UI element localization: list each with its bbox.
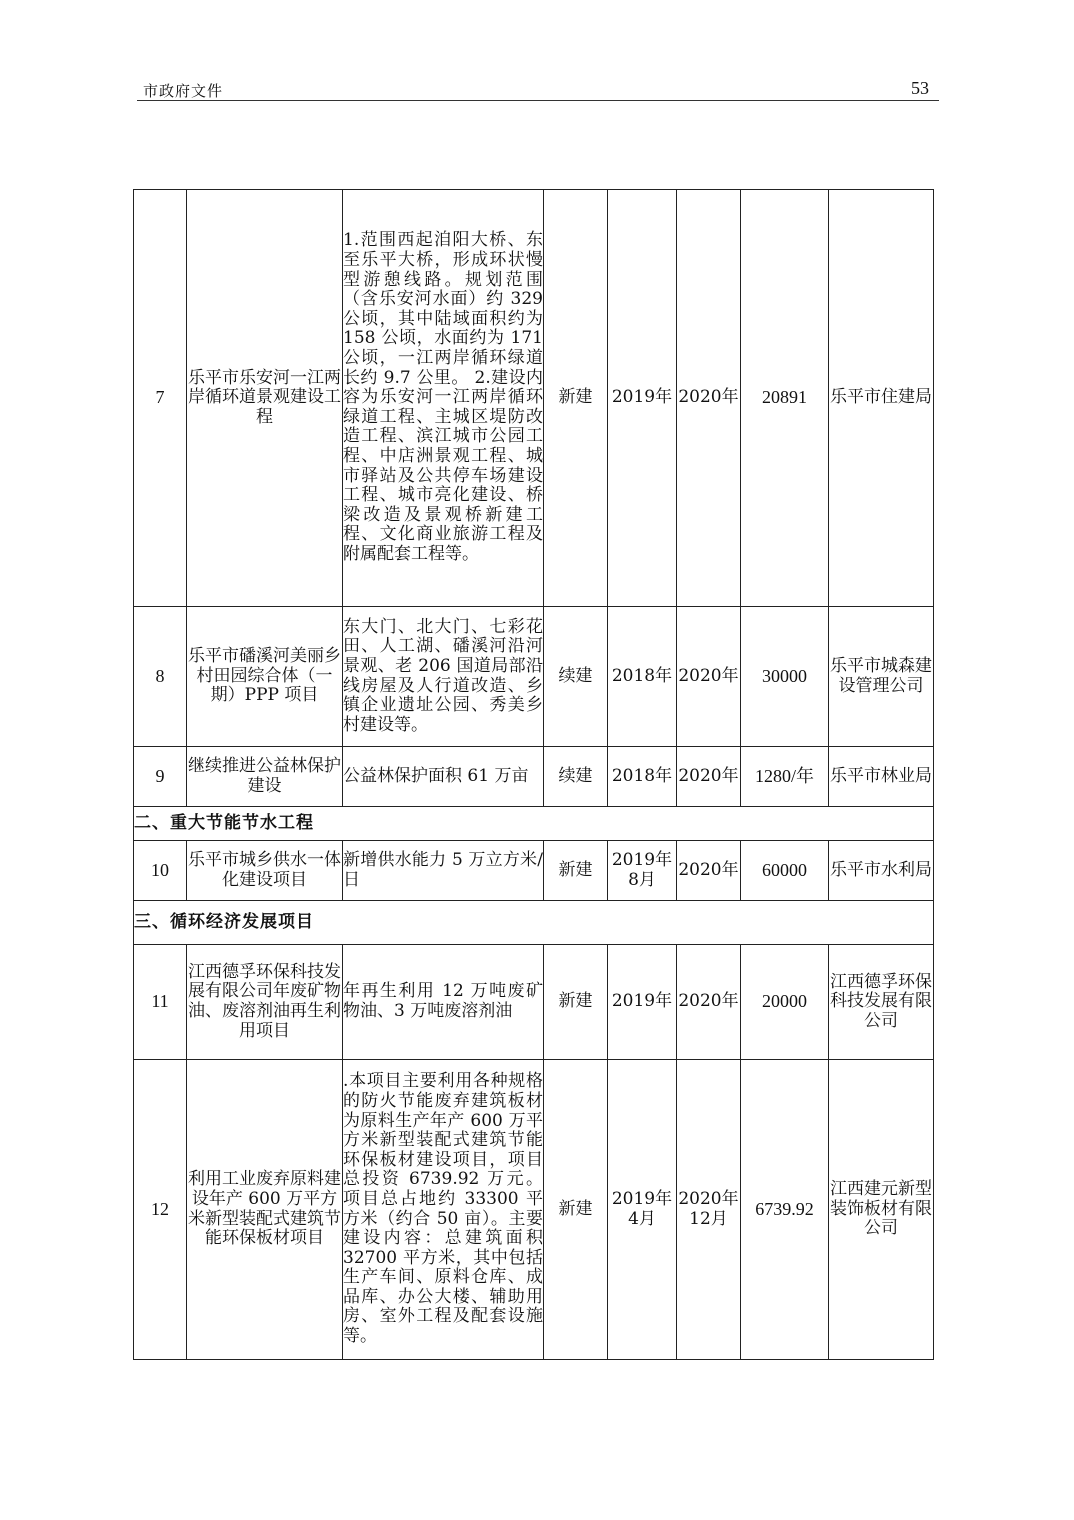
responsible-unit: 乐平市水利局 bbox=[829, 841, 934, 901]
project-content-text: 东大门、北大门、七彩花田、人工湖、磻溪河沿河景观、老 206 国道局部沿线房屋及人行道改造、乡镇企业遗址公园、秀美乡村建设等。 bbox=[343, 616, 543, 735]
project-name: 乐平市城乡供水一体化建设项目 bbox=[187, 841, 343, 901]
project-content-text: 公益林保护面积 61 万亩 bbox=[343, 765, 529, 786]
row-number: 12 bbox=[134, 1060, 187, 1360]
row-number: 10 bbox=[134, 841, 187, 901]
project-content-text: .本项目主要利用各种规格的防火节能废弃建筑板材为原料生产年产 600 万平方米新型装配式建筑节能环保板材建设项目，项目总投资 6739.92 万元。项目总占地约 33300 平方米（约合 50 亩）。主要建设内容：总建筑面积 32700 平方米，其中包括生产车间、原料仓库、成品库、办公大楼、辅助用房、室外工程及配套设施等。 bbox=[343, 1071, 543, 1347]
responsible-unit: 乐平市住建局 bbox=[829, 190, 934, 607]
table-row bbox=[134, 607, 934, 747]
end-date: 2020年 12月 bbox=[677, 1060, 741, 1360]
section-row bbox=[134, 901, 934, 945]
start-date: 2018年 bbox=[608, 747, 677, 807]
start-date: 2018年 bbox=[608, 607, 677, 747]
project-table bbox=[133, 189, 934, 1360]
project-content-text: 1.范围西起洎阳大桥、东至乐平大桥，形成环状慢型游憩线路。规划范围（含乐安河水面）约 329 公顷，其中陆域面积约为 158 公顷，水面约为 171 公顷，一江两岸循环绿道长约 9.7 公里。 2.建设内容为乐安河一江两岸循环绿道工程、主城区堤防改造工程、滨江城市公园工程、中店洲景观工程、城市驿站及公共停车场建设工程、城市亮化建设、桥梁改造及景观桥新建工程、文化商业旅游工程及附属配套工程等。 bbox=[343, 230, 543, 564]
investment: 30000 bbox=[741, 607, 829, 747]
investment: 60000 bbox=[741, 841, 829, 901]
row-number: 11 bbox=[134, 945, 187, 1060]
construction-type: 新建 bbox=[544, 1060, 608, 1360]
section-heading: 三、循环经济发展项目 bbox=[134, 901, 934, 945]
project-name: 乐平市磻溪河美丽乡村田园综合体（一期）PPP 项目 bbox=[187, 607, 343, 747]
project-content bbox=[343, 1060, 544, 1360]
responsible-unit: 江西建元新型装饰板材有限公司 bbox=[829, 1060, 934, 1360]
project-content bbox=[343, 945, 544, 1060]
end-date: 2020年 bbox=[677, 945, 741, 1060]
construction-type: 新建 bbox=[544, 190, 608, 607]
project-name: 继续推进公益林保护建设 bbox=[187, 747, 343, 807]
end-date: 2020年 bbox=[677, 190, 741, 607]
investment: 20891 bbox=[741, 190, 829, 607]
table-row bbox=[134, 1060, 934, 1360]
document-source-label: 市政府文件 bbox=[143, 82, 224, 100]
row-number: 8 bbox=[134, 607, 187, 747]
table-row bbox=[134, 945, 934, 1060]
construction-type: 续建 bbox=[544, 607, 608, 747]
start-date: 2019年 4月 bbox=[608, 1060, 677, 1360]
investment: 1280/年 bbox=[741, 747, 829, 807]
table-row bbox=[134, 841, 934, 901]
project-name: 利用工业废弃原料建设年产 600 万平方米新型装配式建筑节能环保板材项目 bbox=[187, 1060, 343, 1360]
end-date: 2020年 bbox=[677, 841, 741, 901]
project-name: 江西德孚环保科技发展有限公司年废矿物油、废溶剂油再生利用项目 bbox=[187, 945, 343, 1060]
project-content bbox=[343, 607, 544, 747]
project-content bbox=[343, 841, 544, 901]
table-row bbox=[134, 747, 934, 807]
end-date: 2020年 bbox=[677, 607, 741, 747]
section-heading: 二、重大节能节水工程 bbox=[134, 807, 934, 841]
page-header bbox=[137, 78, 939, 101]
project-content-text: 年再生利用 12 万吨废矿物油、3 万吨废溶剂油 bbox=[343, 981, 543, 1021]
table-row bbox=[134, 190, 934, 607]
investment: 6739.92 bbox=[741, 1060, 829, 1360]
construction-type: 新建 bbox=[544, 841, 608, 901]
start-date: 2019年 8月 bbox=[608, 841, 677, 901]
responsible-unit: 乐平市城森建设管理公司 bbox=[829, 607, 934, 747]
start-date: 2019年 bbox=[608, 190, 677, 607]
construction-type: 续建 bbox=[544, 747, 608, 807]
responsible-unit: 乐平市林业局 bbox=[829, 747, 934, 807]
construction-type: 新建 bbox=[544, 945, 608, 1060]
end-date: 2020年 bbox=[677, 747, 741, 807]
row-number: 9 bbox=[134, 747, 187, 807]
page-number: 53 bbox=[911, 78, 929, 98]
row-number: 7 bbox=[134, 190, 187, 607]
project-content bbox=[343, 190, 544, 607]
project-content bbox=[343, 747, 544, 807]
responsible-unit: 江西德孚环保科技发展有限公司 bbox=[829, 945, 934, 1060]
section-row bbox=[134, 807, 934, 841]
project-content-text: 新增供水能力 5 万立方米/日 bbox=[343, 849, 543, 890]
start-date: 2019年 bbox=[608, 945, 677, 1060]
investment: 20000 bbox=[741, 945, 829, 1060]
project-name: 乐平市乐安河一江两岸循环道景观建设工程 bbox=[187, 190, 343, 607]
